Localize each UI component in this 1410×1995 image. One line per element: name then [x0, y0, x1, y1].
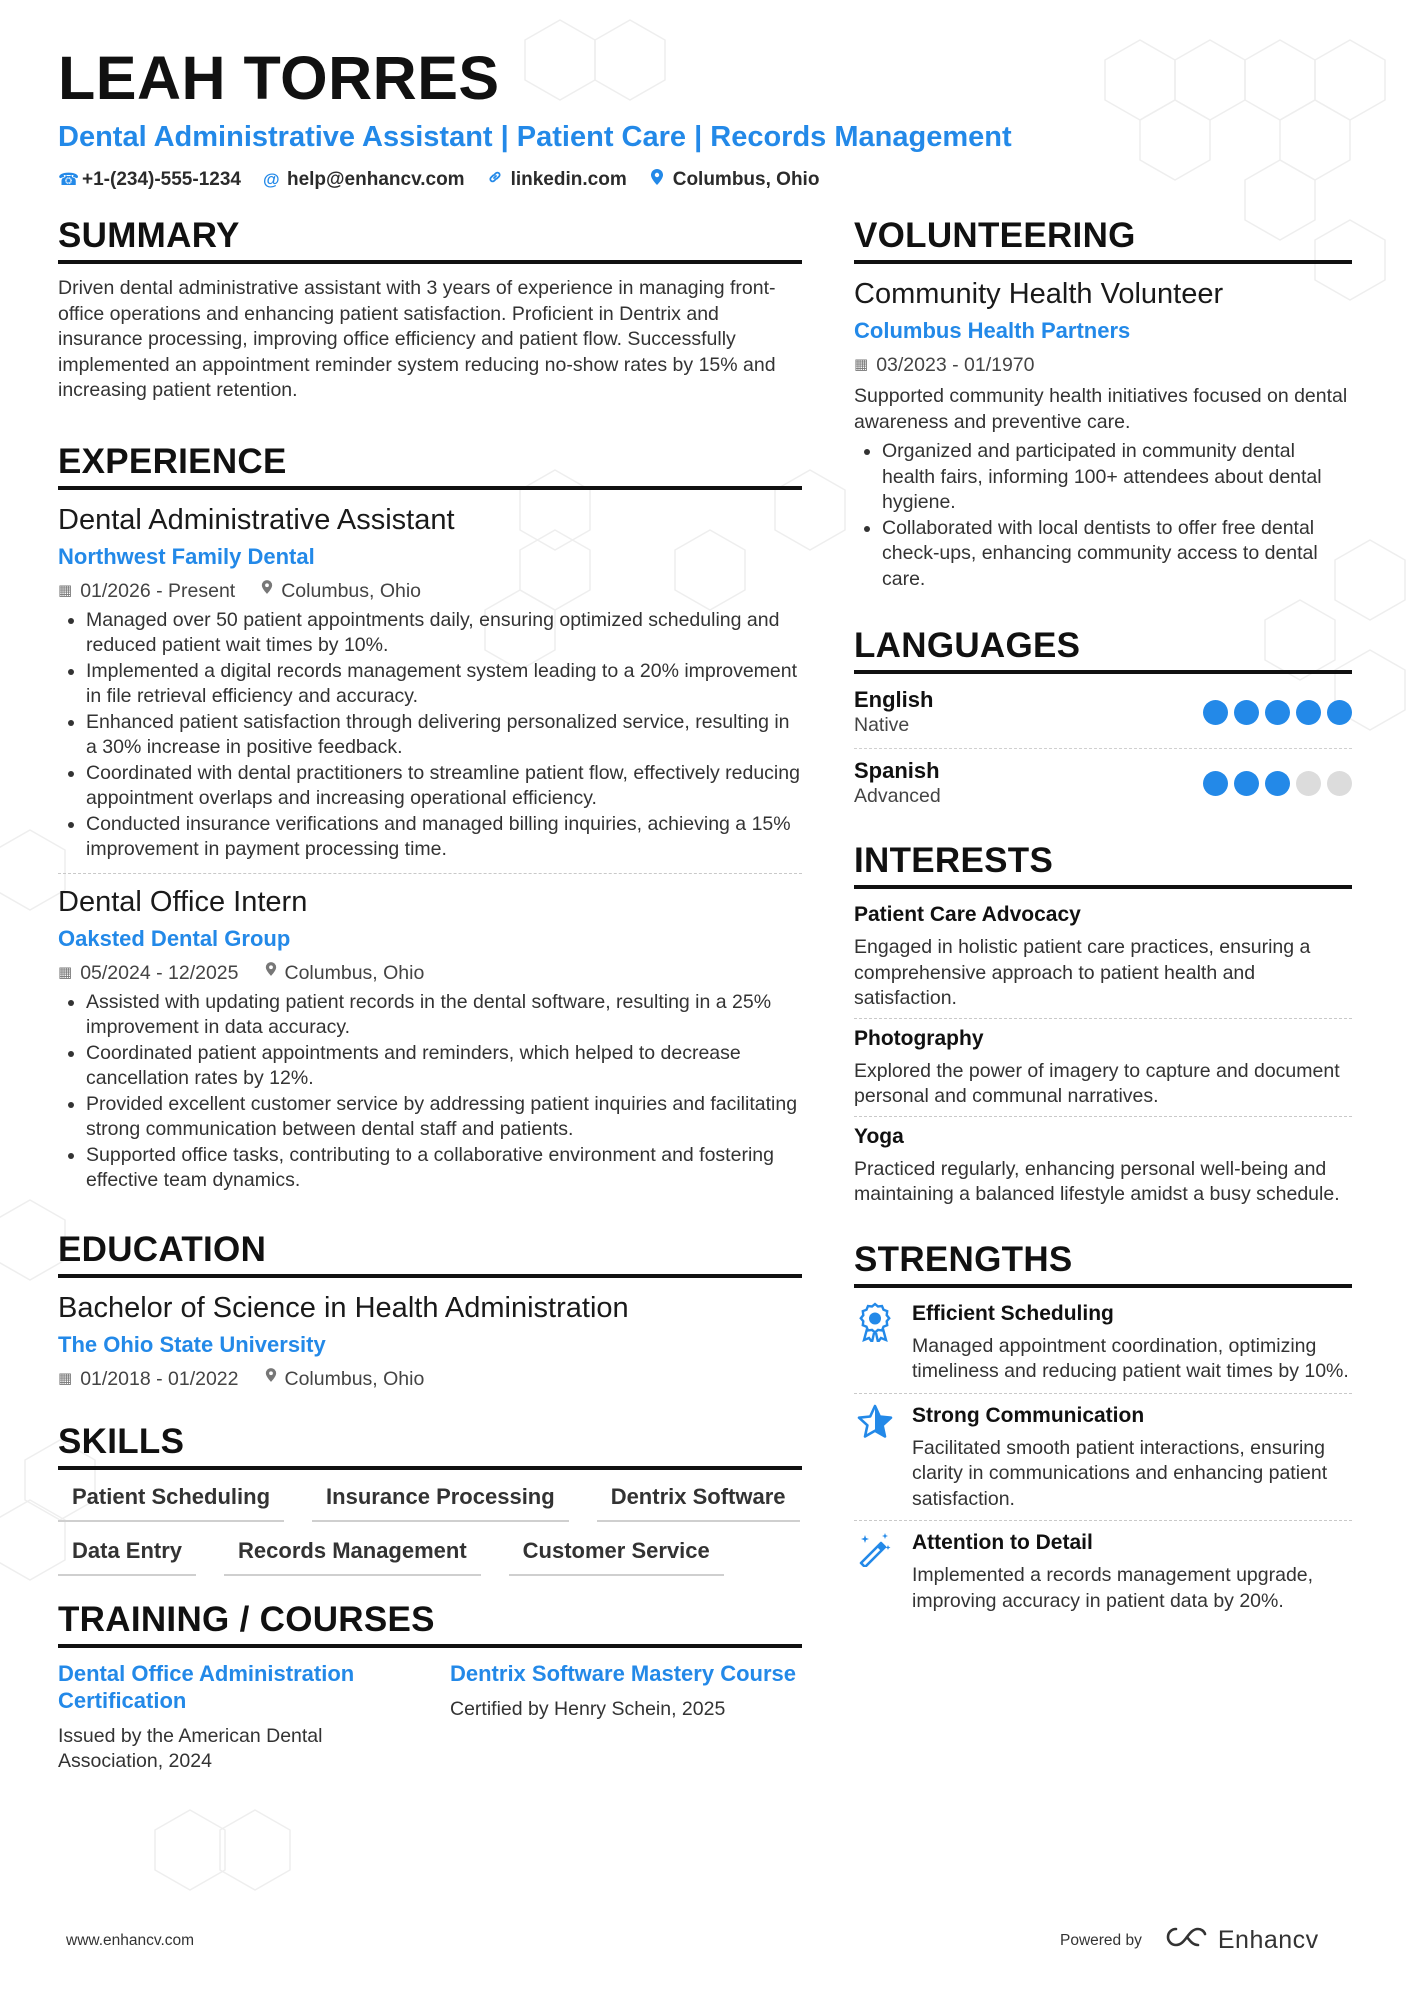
proficiency-dot-filled [1234, 771, 1259, 796]
school-name: The Ohio State University [58, 1331, 326, 1357]
experience-section [58, 440, 802, 1194]
strength-desc: Managed appointment coordination, optimizing timeliness and reducing patient wait times by 10%. [912, 1334, 1349, 1382]
language-name: Spanish [854, 758, 940, 783]
list-item: • Conducted insurance verifications and managed billing inquiries, achieving a 15% improvement in payment processing time. [86, 812, 802, 863]
candidate-headline: Dental Administrative Assistant | Patient Care | Records Management [58, 121, 1012, 153]
enhancv-logo-icon [1164, 1925, 1210, 1956]
right-column [854, 214, 1352, 1614]
job-bullets [58, 990, 802, 1194]
course-item [450, 1660, 802, 1775]
volunteer-bullets [854, 439, 1352, 592]
skill-tag: Dentrix Software [597, 1482, 800, 1522]
volunteer-role: Community Health Volunteer [854, 278, 1224, 310]
interest-title: Photography [854, 1026, 984, 1050]
proficiency-dot-filled [1203, 700, 1228, 725]
location-pin-icon [265, 1366, 277, 1392]
phone-icon: ☎ [58, 169, 80, 189]
volunteer-org: Columbus Health Partners [854, 318, 1131, 343]
list-item: • Collaborated with local dentists to offer free dental check-ups, enhancing community access to dental care. [882, 516, 1352, 593]
contact-info [58, 168, 1358, 191]
section-title-interests: INTERESTS [854, 839, 1352, 889]
list-item: • Managed over 50 patient appointments daily, ensuring optimized scheduling and reduced patient wait times by 10%. [86, 608, 802, 659]
company-name: Oaksted Dental Group [58, 925, 291, 951]
brand-name: Enhancv [1217, 1926, 1319, 1954]
skill-tag: Customer Service [509, 1536, 724, 1576]
skills-section [58, 1420, 802, 1576]
location-pin-icon [649, 168, 665, 191]
brand-logo[interactable] [1164, 1925, 1319, 1956]
experience-entry [58, 884, 802, 1194]
footer-website[interactable]: www.enhancv.com [66, 1932, 195, 1949]
course-desc: Issued by the American Dental Association, 2024 [58, 1724, 323, 1772]
calendar-icon: ▦ [58, 581, 73, 599]
proficiency-dot-empty [1327, 771, 1352, 796]
courses-list [58, 1660, 802, 1775]
calendar-icon: ▦ [58, 1369, 73, 1387]
section-title-volunteering: VOLUNTEERING [854, 214, 1352, 264]
section-title-skills: SKILLS [58, 1420, 802, 1470]
magic-wand-icon [854, 1529, 896, 1614]
location-text: Columbus, Ohio [672, 168, 820, 190]
skill-tag: Records Management [224, 1536, 481, 1576]
proficiency-dots [1203, 700, 1352, 725]
entry-divider [854, 1393, 1352, 1394]
proficiency-dot-filled [1265, 700, 1290, 725]
email-text: help@enhancv.com [286, 168, 465, 190]
volunteering-section [854, 214, 1352, 592]
job-meta [58, 960, 802, 986]
course-item [58, 1660, 410, 1775]
job-dates [58, 578, 235, 604]
entry-divider [854, 1018, 1352, 1019]
skills-list [58, 1482, 802, 1576]
interest-item [854, 901, 1352, 1012]
location-text: Columbus, Ohio [284, 1367, 425, 1390]
list-item: • Assisted with updating patient records in the dental software, resulting in a 25% improvement in data accuracy. [86, 990, 802, 1041]
entry-divider [854, 1520, 1352, 1521]
left-column [58, 214, 802, 1775]
location-text: Columbus, Ohio [281, 579, 422, 602]
location-text: Columbus, Ohio [284, 961, 425, 984]
course-desc: Certified by Henry Schein, 2025 [450, 1697, 726, 1720]
skill-tag: Data Entry [58, 1536, 196, 1576]
interest-item [854, 1025, 1352, 1110]
proficiency-dot-filled [1265, 771, 1290, 796]
strengths-section [854, 1238, 1352, 1615]
interest-title: Yoga [854, 1124, 904, 1148]
list-item: • Coordinated with dental practitioners to streamline patient flow, effectively reducing appointment overlaps and increasing operational efficiency. [86, 761, 802, 812]
interests-section [854, 839, 1352, 1208]
job-title: Dental Office Intern [58, 885, 308, 918]
volunteer-desc: Supported community health initiatives focused on dental awareness and preventive care. [854, 385, 1348, 433]
list-item: • Supported office tasks, contributing to a collaborative environment and fostering effective team dynamics. [86, 1143, 802, 1194]
volunteer-dates [854, 352, 1035, 378]
calendar-icon: ▦ [854, 356, 869, 373]
location-pin-icon [261, 578, 273, 604]
job-location [261, 578, 421, 604]
proficiency-dot-filled [1327, 700, 1352, 725]
skill-tag: Patient Scheduling [58, 1482, 284, 1522]
education-location [265, 1366, 425, 1392]
dates-text: 01/2026 - Present [80, 579, 236, 602]
job-bullets [58, 608, 802, 863]
section-title-experience: EXPERIENCE [58, 440, 802, 490]
education-meta [58, 1366, 802, 1392]
course-title: Dental Office Administration Certification [58, 1660, 355, 1713]
degree-title: Bachelor of Science in Health Administration [58, 1291, 629, 1324]
location-pin-icon [265, 960, 277, 986]
skill-tag: Insurance Processing [312, 1482, 569, 1522]
languages-section [854, 624, 1352, 809]
list-item: • Provided excellent customer service by addressing patient inquiries and facilitating strong communication between dental staff and patients. [86, 1092, 802, 1143]
job-location [265, 960, 425, 986]
dates-text: 01/2018 - 01/2022 [80, 1367, 239, 1390]
dates-text: 03/2023 - 01/1970 [876, 354, 1035, 376]
interest-desc: Practiced regularly, enhancing personal well-being and maintaining a balanced lifestyle amidst a busy schedule. [854, 1157, 1340, 1205]
calendar-icon: ▦ [58, 963, 73, 981]
proficiency-dot-filled [1296, 700, 1321, 725]
interest-title: Patient Care Advocacy [854, 903, 1081, 926]
proficiency-dots [1203, 771, 1352, 796]
section-title-education: EDUCATION [58, 1228, 802, 1278]
company-name: Northwest Family Dental [58, 543, 315, 569]
dates-text: 05/2024 - 12/2025 [80, 961, 239, 984]
language-level: Advanced [854, 785, 941, 807]
summary-section [58, 214, 802, 404]
interest-item [854, 1123, 1352, 1208]
ribbon-award-icon [854, 1300, 896, 1385]
language-level: Native [854, 714, 910, 736]
star-icon [854, 1402, 896, 1513]
list-item: • Enhanced patient satisfaction through delivering personalized service, resulting in a 30% increase in positive feedback. [86, 710, 802, 761]
interest-desc: Engaged in holistic patient care practices, ensuring a comprehensive approach to patient health and satisfaction. [854, 936, 1311, 1009]
language-name: English [854, 687, 934, 712]
education-dates [58, 1366, 239, 1392]
proficiency-dot-empty [1296, 771, 1321, 796]
footer-branding [1060, 1925, 1319, 1956]
resume-header [58, 42, 1358, 191]
contact-linkedin[interactable] [487, 168, 627, 191]
section-title-languages: LANGUAGES [854, 624, 1352, 674]
powered-by-text: Powered by [1060, 1931, 1142, 1949]
strength-title: Efficient Scheduling [912, 1301, 1114, 1325]
link-icon [487, 169, 503, 190]
strength-desc: Facilitated smooth patient interactions, ensuring clarity in communications and enhancing patient satisfaction. [912, 1436, 1328, 1510]
strength-title: Attention to Detail [912, 1531, 1093, 1554]
contact-phone[interactable] [58, 168, 241, 191]
course-title: Dentrix Software Mastery Course [450, 1660, 796, 1686]
strength-title: Strong Communication [912, 1403, 1145, 1427]
section-title-summary: SUMMARY [58, 214, 802, 264]
entry-divider [58, 873, 802, 874]
strength-desc: Implemented a records management upgrade, improving accuracy in patient data by 20%. [912, 1564, 1314, 1612]
language-item [854, 757, 1352, 809]
linkedin-text: linkedin.com [510, 168, 627, 190]
candidate-name: LEAH TORRES [58, 44, 500, 112]
contact-location [649, 168, 820, 191]
strength-item [854, 1529, 1352, 1614]
entry-divider [854, 748, 1352, 749]
experience-entry [58, 502, 802, 863]
list-item: • Implemented a digital records management system leading to a 20% improvement in file retrieval efficiency and accuracy. [86, 659, 802, 710]
section-title-training: TRAINING / COURSES [58, 1598, 802, 1648]
job-title: Dental Administrative Assistant [58, 503, 455, 536]
section-title-strengths: STRENGTHS [854, 1238, 1352, 1288]
phone-text: +1-(234)-555-1234 [82, 168, 241, 190]
strength-item [854, 1300, 1352, 1385]
interest-desc: Explored the power of imagery to capture and document personal and communal narratives. [854, 1059, 1340, 1107]
volunteer-meta [854, 352, 1352, 378]
summary-text: Driven dental administrative assistant with 3 years of experience in managing front-office operations and enhancing patient satisfaction. Proficient in Dentrix and insurance processing, improving office efficiency and patient flow. Successfully implemented an appointment reminder system reducing no-show rates by 15% and increasing patient retention. [58, 277, 776, 401]
list-item: • Organized and participated in community dental health fairs, informing 100+ attendees about dental hygiene. [882, 439, 1352, 516]
training-section [58, 1598, 802, 1775]
contact-email[interactable] [263, 168, 465, 191]
job-meta [58, 578, 802, 604]
entry-divider [854, 1116, 1352, 1117]
proficiency-dot-filled [1203, 771, 1228, 796]
job-dates [58, 960, 239, 986]
list-item: • Coordinated patient appointments and reminders, which helped to decrease cancellation rates by 12%. [86, 1041, 802, 1092]
at-sign-icon: @ [262, 169, 280, 189]
education-section [58, 1228, 802, 1392]
language-item [854, 686, 1352, 738]
strength-item [854, 1402, 1352, 1513]
proficiency-dot-filled [1234, 700, 1259, 725]
